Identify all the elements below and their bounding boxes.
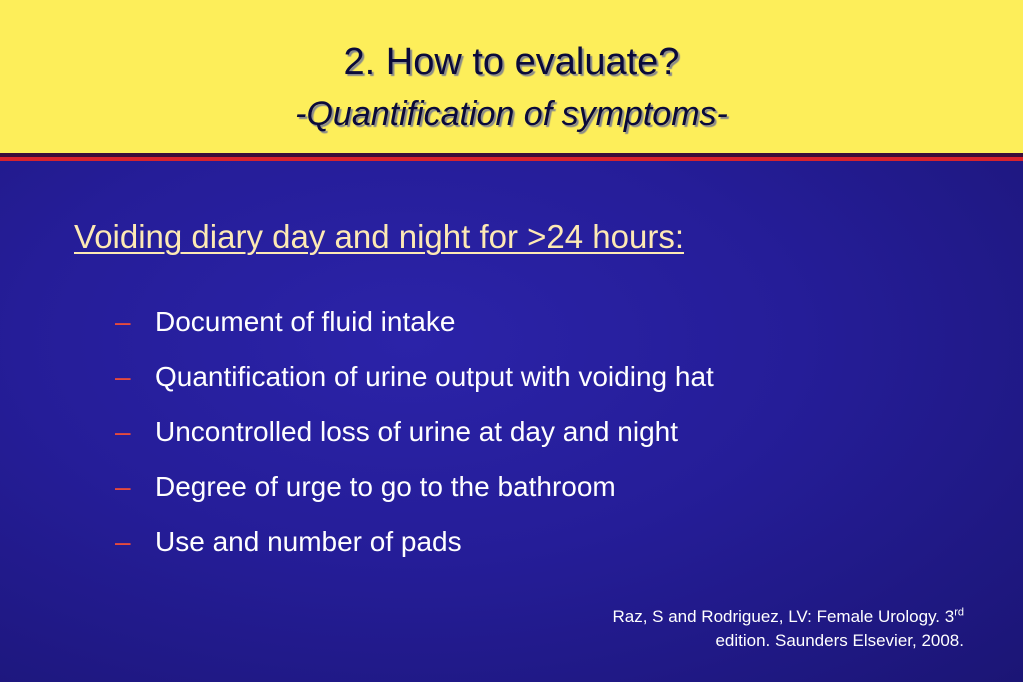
citation-line-1 bbox=[612, 605, 964, 629]
dash-bullet-icon: – bbox=[115, 306, 131, 337]
list-item-text: Degree of urge to go to the bathroom bbox=[155, 471, 616, 502]
list-item bbox=[115, 526, 714, 581]
citation bbox=[612, 605, 964, 653]
dash-bullet-icon: – bbox=[115, 526, 131, 557]
slide-subtitle: -Quantification of symptoms- bbox=[295, 95, 728, 133]
divider-red bbox=[0, 157, 1023, 161]
dash-bullet-icon: – bbox=[115, 361, 131, 392]
citation-line-2: edition. Saunders Elsevier, 2008. bbox=[715, 631, 964, 650]
list-item bbox=[115, 471, 714, 526]
citation-superscript: rd bbox=[954, 606, 964, 619]
list-item-text: Quantification of urine output with voiding hat bbox=[155, 361, 714, 392]
dash-bullet-icon: – bbox=[115, 471, 131, 502]
list-item-text: Uncontrolled loss of urine at day and night bbox=[155, 416, 678, 447]
list-item-text: Document of fluid intake bbox=[155, 306, 456, 337]
bullet-list bbox=[115, 306, 714, 581]
list-item bbox=[115, 306, 714, 361]
list-item bbox=[115, 361, 714, 416]
slide-title: 2. How to evaluate? bbox=[343, 41, 680, 83]
list-item bbox=[115, 416, 714, 471]
dash-bullet-icon: – bbox=[115, 416, 131, 447]
list-item-text: Use and number of pads bbox=[155, 526, 462, 557]
section-heading: Voiding diary day and night for >24 hours: bbox=[74, 218, 685, 255]
citation-text: Raz, S and Rodriguez, LV: Female Urology. 3 bbox=[612, 607, 955, 626]
title-banner bbox=[0, 0, 1023, 153]
